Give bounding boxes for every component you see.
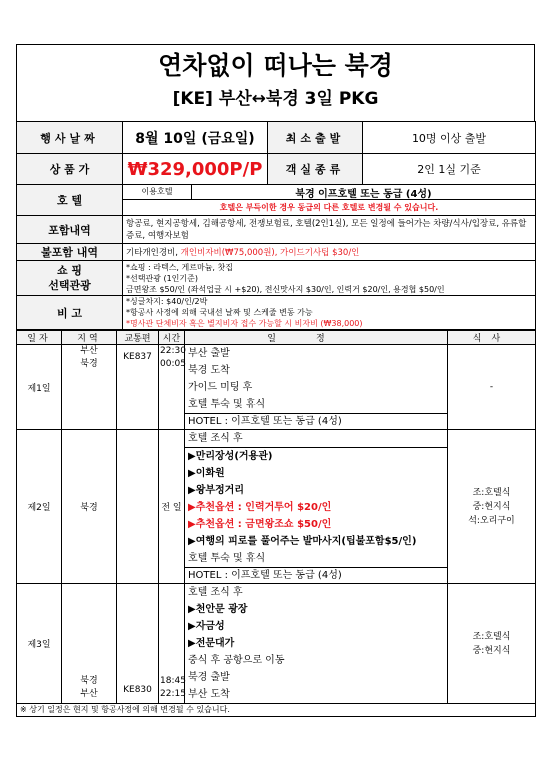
day2-meal-1: 조:호텔식 [472, 487, 511, 498]
min-value: 10명 이상 출발 [363, 122, 536, 154]
excludes-label: 불포함 내역 [17, 244, 123, 261]
day2-option: ▶추천옵션 : 인력거투어 $20/인 [188, 502, 332, 513]
day3-region-2: 부산 [80, 689, 98, 699]
shopping-label [17, 261, 123, 296]
departure-label: 행사날짜 [17, 122, 123, 154]
remarks-line3: *명사관 단체비자 혹은 별지비자 접수 가능할 시 비자비 (₩38,000) [126, 319, 363, 328]
page-title: 연차없이 떠나는 북경 [158, 51, 393, 80]
hotel-sub-label: 이용호텔 [123, 185, 192, 199]
schedule-header-row [17, 331, 536, 345]
day2-hotel: HOTEL : 이프호텔 또는 동급 (4성) [185, 567, 447, 583]
day1-time-2: 00:05 [160, 359, 186, 369]
day2-label: 제2일 [17, 430, 62, 584]
day1-time-1: 22:30 [160, 346, 186, 356]
day3-item: 북경 출발 [188, 672, 230, 683]
day2-meal-3: 석:오리구이 [468, 515, 515, 526]
shopping-label-line1: 쇼 핑 [56, 264, 83, 277]
header-day: 일자 [17, 331, 62, 345]
day2-item-bold: ▶왕부정거리 [188, 485, 244, 496]
shopping-label-line2: 선택관광 [48, 279, 91, 292]
footnote-row [17, 704, 536, 717]
footnote: ※ 상기 일정은 현지 및 항공사정에 의해 변경될 수 있습니다. [17, 704, 536, 717]
hotel-cell [123, 185, 536, 216]
day3-item-bold: ▶전문대가 [188, 638, 235, 649]
day1-label: 제1일 [17, 345, 62, 430]
remarks-line2: *항공사 사정에 의해 국내선 날짜 및 스케줄 변동 가능 [126, 308, 313, 317]
includes-label: 포함내역 [17, 216, 123, 244]
product-label: 상 품 가 [17, 154, 123, 185]
day1-item: 북경 도착 [188, 365, 230, 376]
hotel-label: 호 텔 [17, 185, 123, 216]
day3-time [159, 584, 185, 704]
day3-region [62, 584, 117, 704]
day2-item-bold: ▶만리장성(거용관) [188, 451, 273, 462]
day2-meal-2: 중:현지식 [472, 501, 511, 512]
day3-meal [448, 584, 536, 704]
includes-value: 항공료, 현지공항세, 김해공항세, 전쟁보험료, 호텔(2인1실), 모든 일정에 들어가는 차량/식사/입장료, 유류할증료, 여행자보험 [123, 216, 536, 244]
day2-massage: ▶여행의 피로를 풀어주는 발마사지(팁불포함$5/인) [188, 536, 417, 547]
day2-row [17, 430, 536, 584]
shopping-line2: *선택관광 (1인기준) [126, 273, 198, 283]
day3-first: 호텔 조식 후 [188, 587, 243, 598]
excludes-prefix: 기타개인경비, [126, 248, 178, 258]
hotel-note: 호텔은 부득이한 경우 동급의 다른 호텔로 변경될 수 있습니다. [219, 203, 439, 212]
day3-item: 중식 후 공항으로 이동 [188, 655, 285, 666]
remarks-line1: *싱글차지: $40/인/2박 [126, 297, 208, 306]
title-box [16, 44, 535, 121]
day1-region-2: 북경 [80, 359, 98, 369]
departure-value: 8월 10일 (금요일) [123, 122, 268, 154]
hotel-value: 북경 이프호텔 또는 동급 (4성) [295, 188, 432, 200]
remarks-cell [123, 296, 536, 330]
day1-row [17, 345, 536, 430]
day1-region [62, 345, 117, 430]
day1-region-1: 부산 [80, 346, 98, 356]
min-label: 최소출발 [268, 122, 363, 154]
day3-itinerary [185, 584, 448, 704]
day3-meal-1: 조:호텔식 [472, 631, 511, 642]
day1-transport: KE837 [117, 345, 159, 430]
day1-time [159, 345, 185, 430]
day1-meal: - [448, 345, 536, 430]
day1-item: 가이드 미팅 후 [188, 382, 253, 393]
day3-item-bold: ▶자금성 [188, 621, 225, 632]
day3-item-bold: ▶천안문 광장 [188, 604, 248, 615]
shopping-cell [123, 261, 536, 296]
price-value: ₩329,000P/P [123, 154, 268, 185]
header-region: 지역 [62, 331, 117, 345]
day2-item-bold: ▶이화원 [188, 468, 225, 479]
day2-meal [448, 430, 536, 584]
day3-time-1: 18:45 [160, 676, 186, 686]
day1-itinerary [185, 345, 448, 430]
header-time: 시간 [159, 331, 185, 345]
itinerary-sheet [16, 44, 535, 717]
day2-time: 전 일 [159, 430, 185, 584]
day3-meal-2: 중:현지식 [472, 645, 511, 656]
day1-item: 호텔 투숙 및 휴식 [188, 399, 266, 410]
header-transport: 교통편 [117, 331, 159, 345]
day3-row [17, 584, 536, 704]
day2-itinerary [185, 430, 448, 584]
shopping-line1: *쇼핑 : 라텍스, 게르마늄, 찻집 [126, 262, 233, 272]
info-table [16, 121, 536, 330]
day3-label: 제3일 [17, 584, 62, 704]
shopping-line3: 금면왕조 $50/인 (좌석업글 시 +$20), 전신맛사지 $30/인, 인력거 $20/인, 용경협 $50/인 [126, 284, 445, 294]
schedule-table [16, 330, 536, 717]
room-value: 2인 1실 기준 [363, 154, 536, 185]
day3-time-2: 22:15 [160, 689, 186, 699]
day2-rest: 호텔 투숙 및 휴식 [188, 553, 266, 564]
day2-region: 북경 [62, 430, 117, 584]
day3-transport: KE830 [117, 584, 159, 704]
day3-region-1: 북경 [80, 676, 98, 686]
room-label: 객실종류 [268, 154, 363, 185]
day1-hotel: HOTEL : 이프호텔 또는 동급 (4성) [185, 413, 447, 429]
day2-transport [117, 430, 159, 584]
day1-item: 부산 출발 [188, 348, 230, 359]
header-itinerary: 일정 [185, 331, 448, 345]
day2-first: 호텔 조식 후 [185, 430, 447, 448]
header-meal: 식사 [448, 331, 536, 345]
excludes-red: 개인비자비(₩75,000원), 가이드기사팁 $30/인 [180, 248, 360, 258]
day2-option: ▶추천옵션 : 금면왕조쇼 $50/인 [188, 519, 332, 530]
day3-item: 부산 도착 [188, 689, 230, 700]
remarks-label: 비 고 [17, 296, 123, 330]
page-subtitle: [KE] 부산↔북경 3일 PKG [172, 89, 379, 109]
excludes-cell [123, 244, 536, 261]
